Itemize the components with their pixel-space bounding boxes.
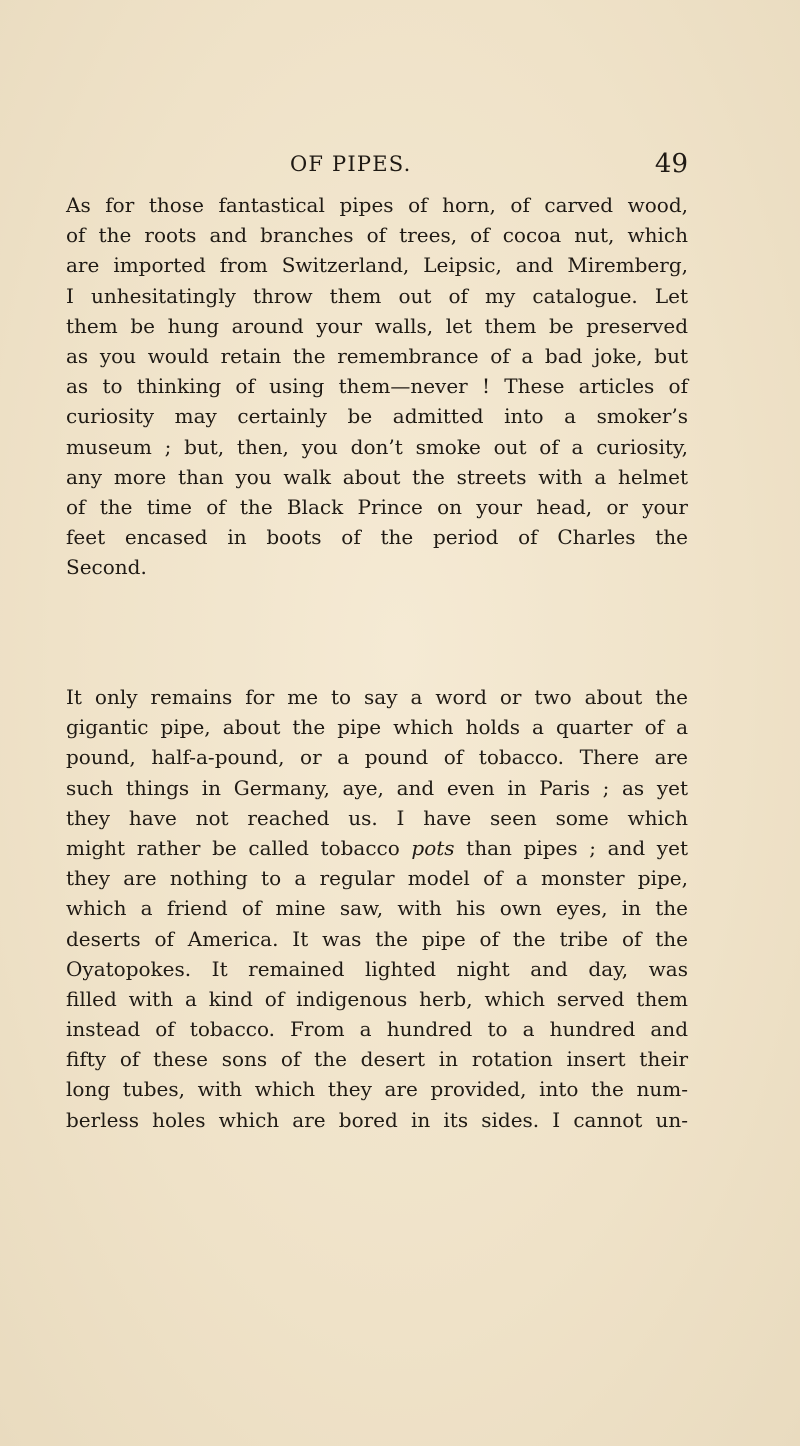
text-line: are imported from Switzerland, Leipsic, and Miremberg, <box>66 253 688 278</box>
text-line: It only remains for me to say a word or two about the <box>66 685 688 709</box>
text-line: as to thinking of using them—never ! These articles of <box>66 374 688 399</box>
text-line: any more than you walk about the streets with a helmet <box>66 464 688 489</box>
text-line: fifty of these sons of the desert in rotation insert their <box>66 1047 688 1072</box>
paragraph-1 <box>66 190 688 582</box>
running-title: OF PIPES. <box>290 152 412 176</box>
text-line: instead of tobacco. From a hundred to a hundred and <box>66 1017 688 1042</box>
text-line: filled with a kind of indigenous herb, which served them <box>66 986 688 1011</box>
text-line: museum ; but, then, you don’t smoke out of a curiosity, <box>66 434 688 459</box>
text-line: they have not reached us. I have seen some which <box>66 805 688 830</box>
text-line: feet encased in boots of the period of Charles the <box>66 525 688 550</box>
paragraph-2 <box>66 682 688 1135</box>
text-line: which a friend of mine saw, with his own eyes, in the <box>66 896 688 921</box>
text-line-with-italic <box>66 833 688 863</box>
running-head <box>66 146 688 182</box>
text-line: as you would retain the remembrance of a bad joke, but <box>66 343 688 368</box>
text-line: deserts of America. It was the pipe of the tribe of the <box>66 926 688 951</box>
text-line: berless holes which are bored in its sides. I cannot un- <box>66 1107 688 1132</box>
text-line: Oyatopokes. It remained lighted night and day, was <box>66 956 688 981</box>
text-line: of the time of the Black Prince on your head, or your <box>66 494 688 519</box>
text-line: As for those fantastical pipes of horn, of carved wood, <box>66 193 688 217</box>
text-line: curiosity may certainly be admitted into a smoker’s <box>66 404 688 429</box>
text-line: of the roots and branches of trees, of cocoa nut, which <box>66 223 688 248</box>
italic-word: pots <box>411 835 455 860</box>
text-fragment: might rather be called tobacco <box>66 835 412 860</box>
text-line: I unhesitatingly throw them out of my catalogue. Let <box>66 283 688 308</box>
text-line: gigantic pipe, about the pipe which holds a quarter of a <box>66 715 688 740</box>
text-line: they are nothing to a regular model of a monster pipe, <box>66 866 688 891</box>
text-fragment: than pipes ; and yet <box>454 835 688 860</box>
text-line: Second. <box>66 555 147 580</box>
text-line: long tubes, with which they are provided, into the num- <box>66 1077 688 1102</box>
page-number: 49 <box>654 149 688 179</box>
text-line: pound, half-a-pound, or a pound of tobacco. There are <box>66 745 688 770</box>
text-line: them be hung around your walls, let them be preserved <box>66 313 688 338</box>
text-line: such things in Germany, aye, and even in Paris ; as yet <box>66 775 688 800</box>
